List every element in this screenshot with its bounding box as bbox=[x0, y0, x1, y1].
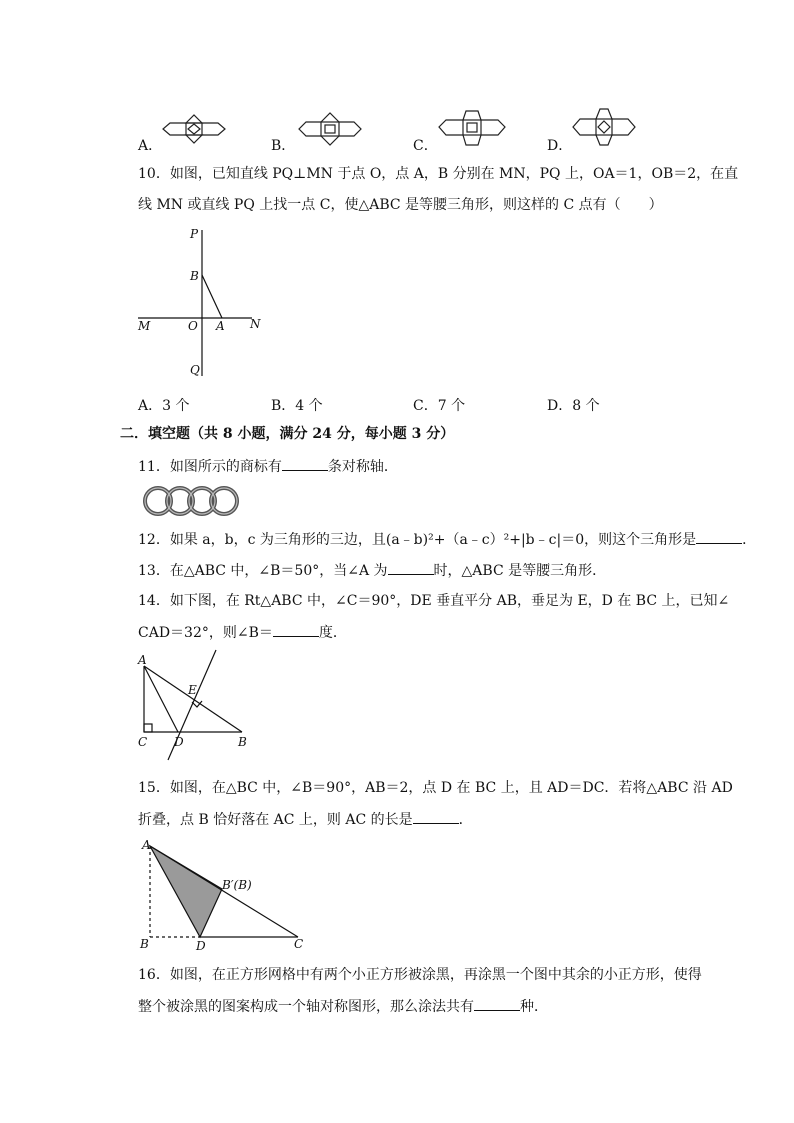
q14-figure bbox=[134, 652, 264, 764]
right-angle-mark-c bbox=[144, 724, 152, 732]
q11-pre: 11．如图所示的商标有 bbox=[138, 459, 282, 475]
q15-text-line2 bbox=[138, 809, 473, 830]
q13-blank bbox=[388, 560, 434, 575]
q15-pre: 折叠，点 B 恰好落在 AC 上，则 AC 的长是 bbox=[138, 812, 413, 828]
q9-option-b-label: B． bbox=[271, 138, 296, 154]
q16-blank bbox=[474, 996, 520, 1011]
q14-blank bbox=[273, 622, 319, 637]
q13-text bbox=[138, 560, 606, 581]
q10-option-b: B．4 个 bbox=[271, 398, 323, 414]
label-a: A bbox=[216, 319, 225, 333]
q10-option-d: D．8 个 bbox=[547, 398, 600, 414]
q14-post: 度． bbox=[318, 625, 347, 641]
q9-option-a-label: A． bbox=[138, 138, 163, 154]
q10-option-c: C．7 个 bbox=[413, 398, 466, 414]
segment-ba bbox=[202, 275, 222, 318]
q9-option-a-figure bbox=[160, 112, 228, 146]
q16-pre: 整个被涂黑的图案构成一个轴对称图形，那么涂法共有 bbox=[138, 999, 474, 1015]
q15-post: ． bbox=[458, 812, 473, 828]
label-d: D bbox=[196, 939, 206, 953]
segment-ab bbox=[144, 666, 242, 732]
q15-figure bbox=[134, 836, 314, 956]
q9-option-d-figure bbox=[570, 106, 638, 148]
q10-text-line1: 10．如图，已知直线 PQ⊥MN 于点 O，点 A，B 分别在 MN，PQ 上，OA＝1，OB＝2，在直 bbox=[138, 166, 739, 182]
q10-text-line2: 线 MN 或直线 PQ 上找一点 C，使△ABC 是等腰三角形，则这样的 C 点有（ ） bbox=[138, 197, 663, 213]
q11-post: 条对称轴． bbox=[327, 459, 398, 475]
q15-text-line1: 15．如图，在△BC 中，∠B＝90°，AB＝2，点 D 在 BC 上，且 AD＝DC．若将△ABC 沿 AD bbox=[138, 780, 733, 796]
q12-blank bbox=[696, 529, 742, 544]
q16-text-line1: 16．如图，在正方形网格中有两个小正方形被涂黑，再涂黑一个图中其余的小正方形，使得 bbox=[138, 967, 702, 983]
q12-post: ． bbox=[742, 532, 757, 548]
q12-pre: 12．如果 a，b，c 为三角形的三边，且(a﹣b)²+（a﹣c）²+|b﹣c|＝0，则这个三角形是 bbox=[138, 532, 697, 548]
q13-pre: 13．在△ABC 中，∠B＝50°，当∠A 为 bbox=[138, 563, 388, 579]
label-c: C bbox=[294, 937, 304, 951]
q11-text bbox=[138, 456, 398, 477]
q16-text-line2 bbox=[138, 996, 548, 1017]
q9-option-c-label: C． bbox=[413, 138, 438, 154]
label-q: Q bbox=[190, 363, 200, 377]
q11-logo-rings bbox=[140, 484, 244, 518]
q14-text-line1: 14．如下图，在 Rt△ABC 中，∠C＝90°，DE 垂直平分 AB，垂足为 E，D 在 BC 上，已知∠ bbox=[138, 593, 730, 609]
label-n: N bbox=[250, 317, 261, 331]
label-c: C bbox=[138, 735, 148, 749]
q15-blank bbox=[413, 809, 459, 824]
label-a: A bbox=[138, 653, 147, 667]
label-d: D bbox=[174, 735, 184, 749]
q11-blank bbox=[282, 456, 328, 471]
label-o: O bbox=[188, 319, 198, 333]
q10-figure bbox=[130, 224, 270, 384]
label-a: A bbox=[142, 838, 151, 852]
q14-pre: CAD＝32°，则∠B＝ bbox=[138, 625, 273, 641]
q14-text-line2 bbox=[138, 622, 347, 643]
q10-option-a: A．3 个 bbox=[138, 398, 190, 414]
label-p: P bbox=[190, 227, 199, 241]
label-b-prime: B′(B) bbox=[222, 878, 252, 892]
q16-post: 种． bbox=[520, 999, 548, 1015]
q13-post: 时，△ABC 是等腰三角形． bbox=[433, 563, 607, 579]
folded-triangle bbox=[150, 846, 222, 937]
q12-text bbox=[138, 529, 756, 550]
q9-option-d-label: D． bbox=[547, 138, 573, 154]
label-b: B bbox=[140, 937, 149, 951]
segment-ad bbox=[144, 666, 178, 732]
label-e: E bbox=[188, 683, 197, 697]
q9-option-b-figure bbox=[296, 111, 364, 147]
label-b: B bbox=[238, 735, 247, 749]
label-b: B bbox=[190, 269, 199, 283]
q9-option-c-figure bbox=[436, 108, 508, 148]
label-m: M bbox=[138, 319, 151, 333]
section-heading: 二．填空题（共 8 小题，满分 24 分，每小题 3 分） bbox=[120, 426, 455, 442]
